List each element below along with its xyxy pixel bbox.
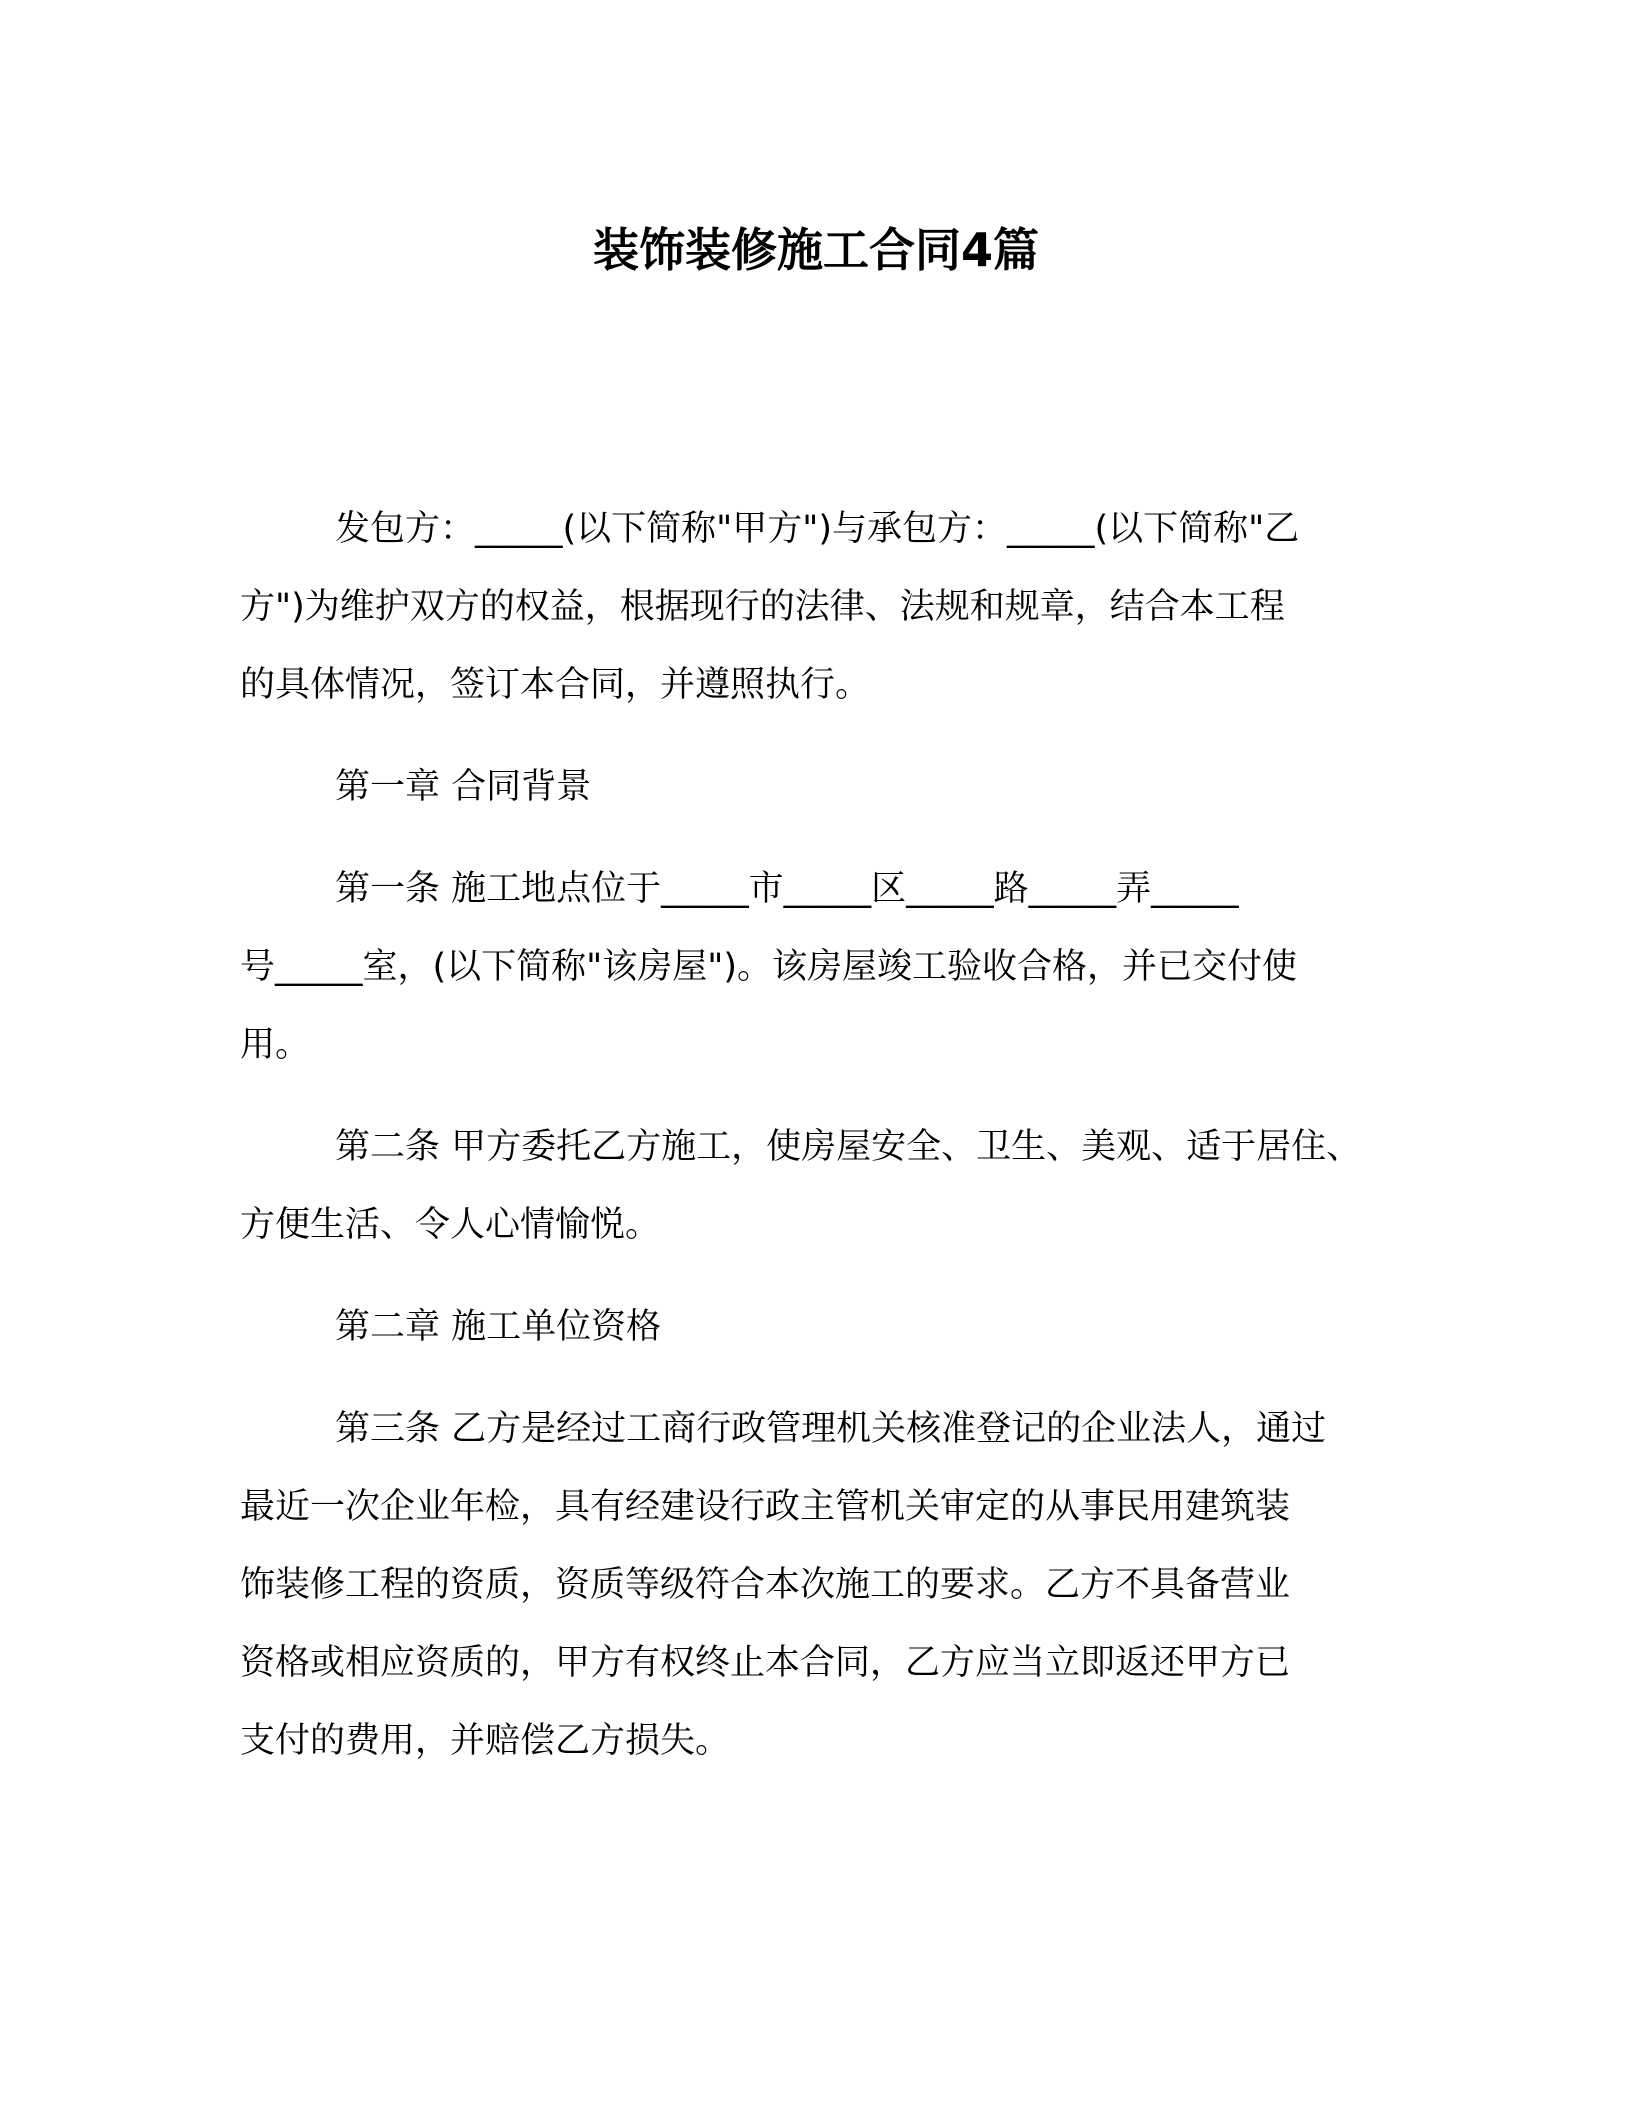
text-line: 发包方：_____(以下简称"甲方")与承包方：_____(以下简称"乙 (335, 509, 1300, 549)
text-line: 第二条 甲方委托乙方施工，使房屋安全、卫生、美观、适于居住、 (335, 1127, 1362, 1167)
document-body (240, 490, 1420, 1780)
text-line: 支付的费用，并赔偿乙方损失。 (240, 1721, 731, 1761)
chapter-heading-2 (240, 1288, 1420, 1366)
text-line: 用。 (240, 1025, 311, 1065)
text-line: 最近一次企业年检，具有经建设行政主管机关审定的从事民用建筑装 (240, 1487, 1291, 1527)
text-line: 方")为维护双方的权益，根据现行的法律、法规和规章，结合本工程 (240, 587, 1285, 627)
text-line: 资格或相应资质的，甲方有权终止本合同，乙方应当立即返还甲方已 (240, 1643, 1291, 1683)
paragraph-article-2 (240, 1108, 1420, 1264)
text-line: 第二章 施工单位资格 (335, 1307, 662, 1347)
text-line: 号_____室，(以下简称"该房屋")。该房屋竣工验收合格，并已交付使 (240, 947, 1298, 987)
paragraph-article-3 (240, 1390, 1420, 1780)
text-line: 的具体情况，签订本合同，并遵照执行。 (240, 665, 871, 705)
chapter-heading-1 (240, 748, 1420, 826)
text-line: 第三条 乙方是经过工商行政管理机关核准登记的企业法人，通过 (335, 1409, 1327, 1449)
text-line: 第一章 合同背景 (335, 767, 592, 807)
paragraph-article-1 (240, 850, 1420, 1084)
document-title: 装饰装修施工合同4篇 (592, 223, 1039, 277)
text-line: 饰装修工程的资质，资质等级符合本次施工的要求。乙方不具备营业 (240, 1565, 1291, 1605)
paragraph-preamble (240, 490, 1420, 724)
text-line: 方便生活、令人心情愉悦。 (240, 1205, 661, 1245)
text-line: 第一条 施工地点位于_____市_____区_____路_____弄_____ (335, 869, 1239, 909)
